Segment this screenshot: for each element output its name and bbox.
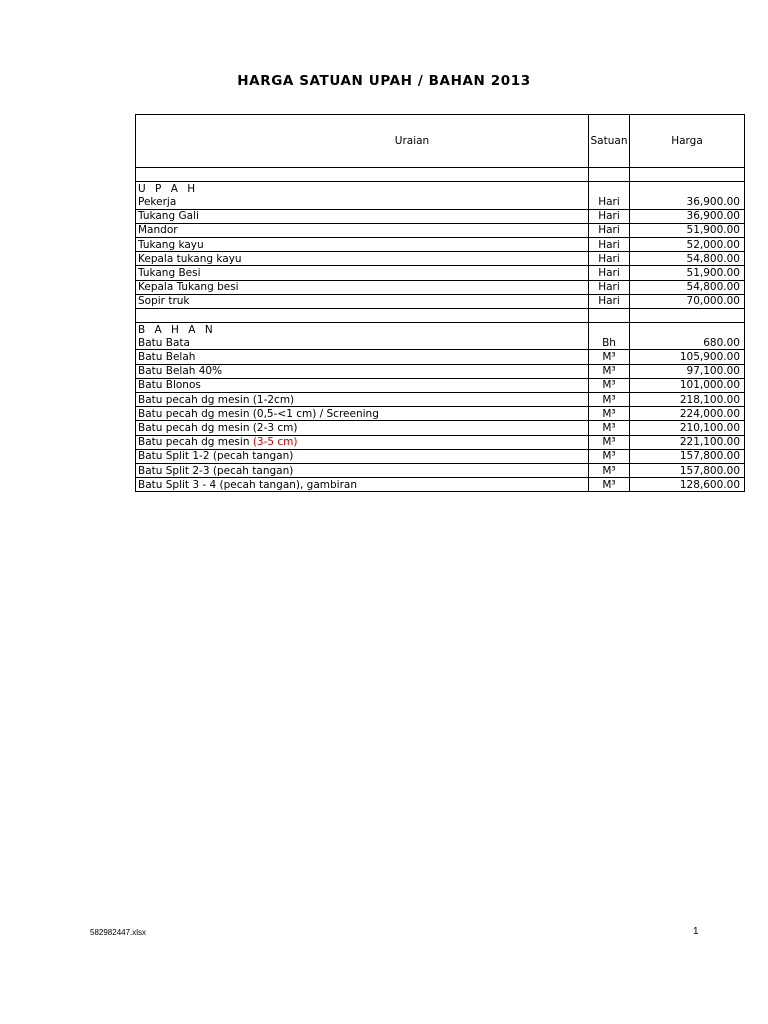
item-harga: 101,000.00 xyxy=(630,378,745,392)
table-row xyxy=(136,378,745,392)
table-row xyxy=(136,449,745,463)
item-satuan: Bh xyxy=(589,336,630,350)
item-satuan: M³ xyxy=(589,463,630,477)
table-row xyxy=(136,223,745,237)
item-satuan: Hari xyxy=(589,294,630,308)
table-row xyxy=(136,478,745,492)
price-table-body xyxy=(136,115,745,492)
item-satuan: M³ xyxy=(589,435,630,449)
item-satuan: Hari xyxy=(589,209,630,223)
table-header-row xyxy=(136,115,745,168)
table-row xyxy=(136,350,745,364)
page-title: HARGA SATUAN UPAH / BAHAN 2013 xyxy=(237,73,531,89)
item-uraian: Batu pecah dg mesin (0,5-<1 cm) / Screening xyxy=(136,407,589,421)
header-uraian: Uraian xyxy=(136,115,589,168)
blank-cell xyxy=(136,308,589,322)
item-uraian: Tukang kayu xyxy=(136,237,589,251)
table-row xyxy=(136,252,745,266)
item-uraian xyxy=(136,435,589,449)
blank-row xyxy=(136,308,745,322)
item-harga: 221,100.00 xyxy=(630,435,745,449)
blank-cell xyxy=(589,323,630,337)
item-uraian: Batu Split 3 - 4 (pecah tangan), gambiran xyxy=(136,478,589,492)
item-satuan: M³ xyxy=(589,407,630,421)
table-row xyxy=(136,209,745,223)
footer-page-number: 1 xyxy=(693,926,699,937)
item-uraian: Batu pecah dg mesin (2-3 cm) xyxy=(136,421,589,435)
item-satuan: Hari xyxy=(589,252,630,266)
item-uraian: Tukang Gali xyxy=(136,209,589,223)
table-row xyxy=(136,237,745,251)
item-harga: 51,900.00 xyxy=(630,266,745,280)
item-satuan: Hari xyxy=(589,266,630,280)
section-row-bahan xyxy=(136,323,745,337)
table-row xyxy=(136,294,745,308)
item-uraian-highlight: (3-5 cm) xyxy=(252,436,298,449)
blank-cell xyxy=(589,308,630,322)
table-row xyxy=(136,336,745,350)
blank-row xyxy=(136,168,745,182)
blank-cell xyxy=(630,308,745,322)
header-harga: Harga xyxy=(630,115,745,168)
item-satuan: M³ xyxy=(589,421,630,435)
item-uraian: Batu Split 2-3 (pecah tangan) xyxy=(136,463,589,477)
item-satuan: M³ xyxy=(589,364,630,378)
item-harga: 54,800.00 xyxy=(630,280,745,294)
item-harga: 52,000.00 xyxy=(630,237,745,251)
section-row-upah xyxy=(136,182,745,196)
header-satuan: Satuan xyxy=(589,115,630,168)
item-harga: 70,000.00 xyxy=(630,294,745,308)
item-uraian: Batu Bata xyxy=(136,336,589,350)
item-harga: 680.00 xyxy=(630,336,745,350)
item-uraian: Batu Blonos xyxy=(136,378,589,392)
item-harga: 210,100.00 xyxy=(630,421,745,435)
item-uraian: Batu Belah 40% xyxy=(136,364,589,378)
item-uraian: Batu Split 1-2 (pecah tangan) xyxy=(136,449,589,463)
item-harga: 218,100.00 xyxy=(630,393,745,407)
item-uraian: Mandor xyxy=(136,223,589,237)
item-satuan: M³ xyxy=(589,449,630,463)
item-harga: 54,800.00 xyxy=(630,252,745,266)
item-harga: 97,100.00 xyxy=(630,364,745,378)
item-uraian: Kepala tukang kayu xyxy=(136,252,589,266)
table-row xyxy=(136,407,745,421)
item-satuan: M³ xyxy=(589,378,630,392)
item-satuan: Hari xyxy=(589,195,630,209)
item-uraian: Pekerja xyxy=(136,195,589,209)
item-harga: 128,600.00 xyxy=(630,478,745,492)
table-row xyxy=(136,421,745,435)
table-row xyxy=(136,266,745,280)
table-row xyxy=(136,463,745,477)
item-satuan: Hari xyxy=(589,237,630,251)
item-harga: 36,900.00 xyxy=(630,195,745,209)
item-satuan: M³ xyxy=(589,478,630,492)
table-row xyxy=(136,435,745,449)
item-harga: 157,800.00 xyxy=(630,449,745,463)
item-uraian-text: Batu pecah dg mesin xyxy=(138,436,253,449)
table-row xyxy=(136,393,745,407)
item-harga: 157,800.00 xyxy=(630,463,745,477)
price-table xyxy=(135,114,745,492)
item-harga: 51,900.00 xyxy=(630,223,745,237)
item-harga: 224,000.00 xyxy=(630,407,745,421)
table-row xyxy=(136,364,745,378)
item-uraian: Batu pecah dg mesin (1-2cm) xyxy=(136,393,589,407)
blank-cell xyxy=(630,323,745,337)
section-label-bahan: B A H A N xyxy=(136,323,589,337)
item-satuan: Hari xyxy=(589,280,630,294)
item-satuan: Hari xyxy=(589,223,630,237)
item-uraian: Kepala Tukang besi xyxy=(136,280,589,294)
item-harga: 105,900.00 xyxy=(630,350,745,364)
item-satuan: M³ xyxy=(589,350,630,364)
item-uraian: Sopir truk xyxy=(136,294,589,308)
table-row xyxy=(136,280,745,294)
item-uraian: Tukang Besi xyxy=(136,266,589,280)
section-label-upah: U P A H xyxy=(136,182,589,196)
item-uraian: Batu Belah xyxy=(136,350,589,364)
item-satuan: M³ xyxy=(589,393,630,407)
footer-filename: 582982447.xlsx xyxy=(90,928,147,937)
item-harga: 36,900.00 xyxy=(630,209,745,223)
table-row xyxy=(136,195,745,209)
